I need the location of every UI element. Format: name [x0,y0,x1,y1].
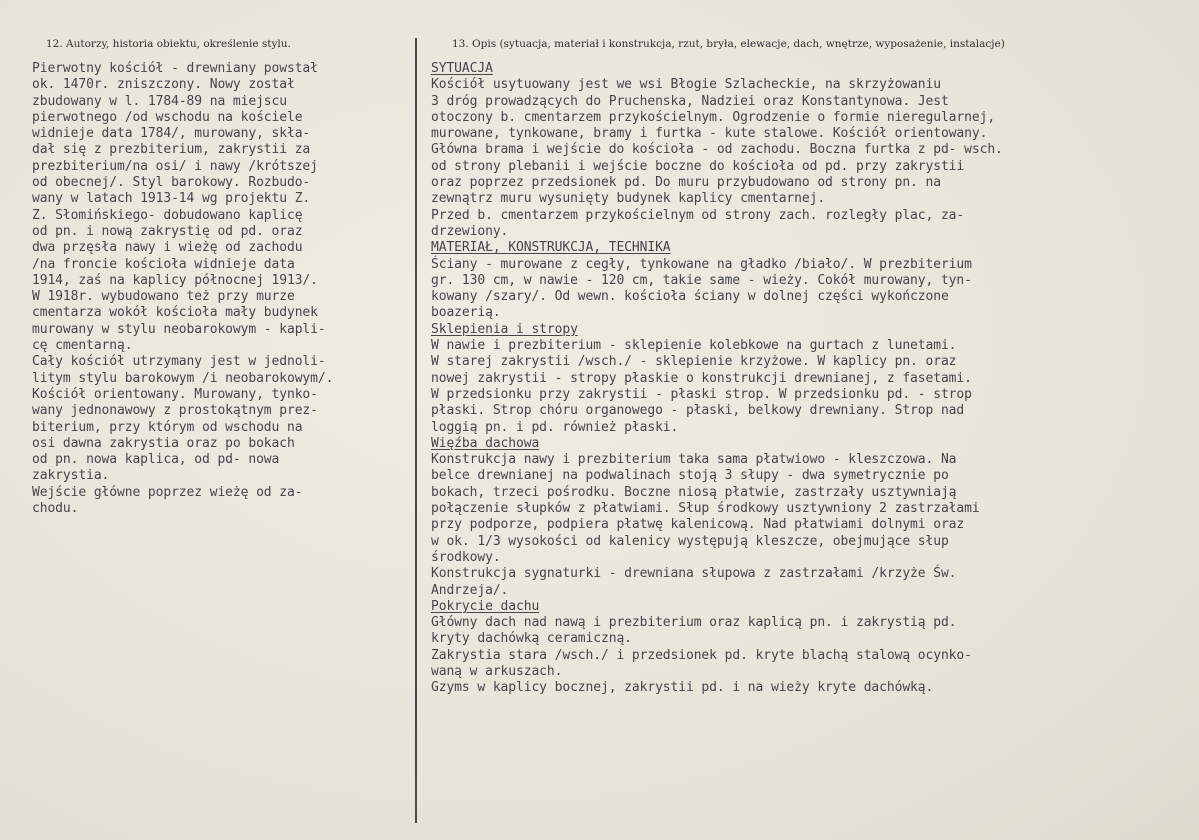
history-text-line: dwa przęsła nawy i wieżę od zachodu [32,240,303,256]
description-text-line: Główny dach nad nawą i prezbiterium oraz kaplicą pn. i zakrystią pd. [431,615,957,631]
history-text-line: wany jednonawowy z prostokątnym prez- [32,403,318,419]
description-text-line: Ściany - murowane z cegły, tynkowane na gładko /biało/. W prezbiterium [431,256,972,272]
description-text-line: kowany /szary/. Od wewn. kościoła ściany w dolnej części wykończone [431,289,949,305]
section-heading: Więźba dachowa [431,435,540,451]
description-text-line: loggią pn. i pd. również płaski. [431,419,679,435]
description-text-line: 3 dróg prowadzących do Pruchenska, Nadziei oraz Konstantynowa. Jest [431,93,949,109]
history-text-line: osi dawna zakrystia oraz po bokach [32,435,295,451]
description-text-line: przy podporze, podpiera płatwę kalenicową. Nad płatwiami dolnymi oraz [431,517,965,533]
history-text-line: zakrystia. [32,468,110,484]
description-text-line: Andrzeja/. [431,582,509,598]
description-text-line: w ok. 1/3 wysokości od kalenicy występują kleszcze, obejmujące słup [431,533,949,549]
history-text-line: wany w latach 1913-14 wg projektu Z. [32,191,311,207]
description-text-line: Główna brama i wejście do kościoła - od zachodu. Boczna furtka z pd- wsch. [431,142,1003,158]
history-text-line: Cały kościół utrzymany jest w jednoli- [32,354,326,370]
description-text-line: Przed b. cmentarzem przykościelnym od strony zach. rozległy plac, za- [431,207,965,223]
history-text-line: chodu. [32,501,79,517]
description-text-line: środkowy. [431,549,501,565]
section-heading: MATERIAŁ, KONSTRUKCJA, TECHNIKA [431,240,671,256]
history-text-line: od obecnej/. Styl barokowy. Rozbudo- [32,175,311,191]
description-field-header: 13. Opis (sytuacja, materiał i konstrukcja, rzut, bryła, elewacje, dach, wnętrze, wyposażenie, instalacje) [452,38,1005,50]
section-heading: Sklepienia i stropy [431,321,578,337]
history-text-line: /na froncie kościoła widnieje data [32,256,295,272]
section-heading: SYTUACJA [431,61,493,76]
description-text-line: Zakrystia stara /wsch./ i przedsionek pd. kryte blachą stalową ocynko- [431,647,972,663]
history-text-line: biterium, przy którym od wschodu na [32,419,303,435]
history-text-line: pierwotnego /od wschodu na kościele [32,109,303,125]
description-text-line: zewnątrz muru wysunięty budynek kaplicy cmentarnej. [431,191,826,207]
description-text-line: W przedsionku przy zakrystii - płaski strop. W przedsionku pd. - strop [431,386,972,402]
description-text-line: gr. 130 cm, w nawie - 120 cm, takie same - wieży. Cokół murowany, tyn- [431,272,972,288]
description-text-line: Gzyms w kaplicy bocznej, zakrystii pd. i na wieży kryte dachówką. [431,680,934,696]
history-text-line: ok. 1470r. zniszczony. Nowy został [32,77,295,93]
history-text-line: murowany w stylu neobarokowym - kapli- [32,321,326,337]
history-text-column [32,61,412,517]
description-text-line: W starej zakrystii /wsch./ - sklepienie krzyżowe. W kaplicy pn. oraz [431,354,957,370]
history-text-line: widnieje data 1784/, murowany, skła- [32,126,311,142]
description-text-line: płaski. Strop chóru organowego - płaski, belkowy drewniany. Strop nad [431,403,965,419]
history-text-line: zbudowany w l. 1784-89 na miejscu [32,93,287,109]
history-text-line: litym stylu barokowym /i neobarokowym/. [32,370,334,386]
history-text-line: W 1918r. wybudowano też przy murze [32,289,295,305]
description-text-line: Konstrukcja nawy i prezbiterium taka sama płatwiowo - kleszczowa. Na [431,452,957,468]
history-text-line: Wejście główne poprzez wieżę od za- [32,484,303,500]
description-text-column [431,61,1181,697]
history-text-line: cmentarza wokół kościoła mały budynek [32,305,318,321]
history-text-line: od pn. i nową zakrystię od pd. oraz [32,223,303,239]
section-heading: Pokrycie dachu [431,598,540,614]
description-text-line: belce drewnianej na podwalinach stoją 3 słupy - dwa symetrycznie po [431,468,949,484]
history-text-line: od pn. nowa kaplica, od pd- nowa [32,452,280,468]
history-text-line: dał się z prezbiterium, zakrystii za [32,142,311,158]
column-divider [415,38,417,823]
description-text-line: otoczony b. cmentarzem przykościelnym. Ogrodzenie o formie nieregularnej, [431,109,996,125]
description-text-line: od strony plebanii i wejście boczne do kościoła od pd. przy zakrystii [431,158,965,174]
history-text-line: Z. Słomińskiego- dobudowano kaplicę [32,207,303,223]
history-field-header: 12. Autorzy, historia obiektu, określenie stylu. [46,38,291,50]
description-text-line: Konstrukcja sygnaturki - drewniana słupowa z zastrzałami /krzyże Św. [431,566,957,582]
history-text-line: cę cmentarną. [32,338,133,354]
description-text-line: kryty dachówką ceramiczną. [431,631,632,647]
description-text-line: waną w arkuszach. [431,663,563,679]
description-text-line: połączenie słupków z płatwiami. Słup środkowy usztywniony 2 zastrzałami [431,501,980,517]
description-text-line: murowane, tynkowane, bramy i furtka - kute stalowe. Kościół orientowany. [431,126,988,142]
description-text-line: oraz poprzez przedsionek pd. Do muru przybudowano od strony pn. na [431,175,941,191]
description-text-line: drzewiony. [431,223,509,239]
description-text-line: bokach, trzeci pośrodku. Boczne niosą płatwie, zastrzały usztywniają [431,484,957,500]
history-text-line: 1914, zaś na kaplicy północnej 1913/. [32,272,318,288]
description-text-line: nowej zakrystii - stropy płaskie o konstrukcji drewnianej, z fasetami. [431,370,972,386]
history-text-line: prezbiterium/na osi/ i nawy /krótszej [32,158,318,174]
description-text-line: Kościół usytuowany jest we wsi Błogie Szlacheckie, na skrzyżowaniu [431,77,941,93]
history-text-line: Pierwotny kościół - drewniany powstał [32,61,318,76]
description-text-line: W nawie i prezbiterium - sklepienie kolebkowe na gurtach z lunetami. [431,338,957,354]
history-text-line: Kościół orientowany. Murowany, tynko- [32,386,318,402]
description-text-line: boazerią. [431,305,501,321]
